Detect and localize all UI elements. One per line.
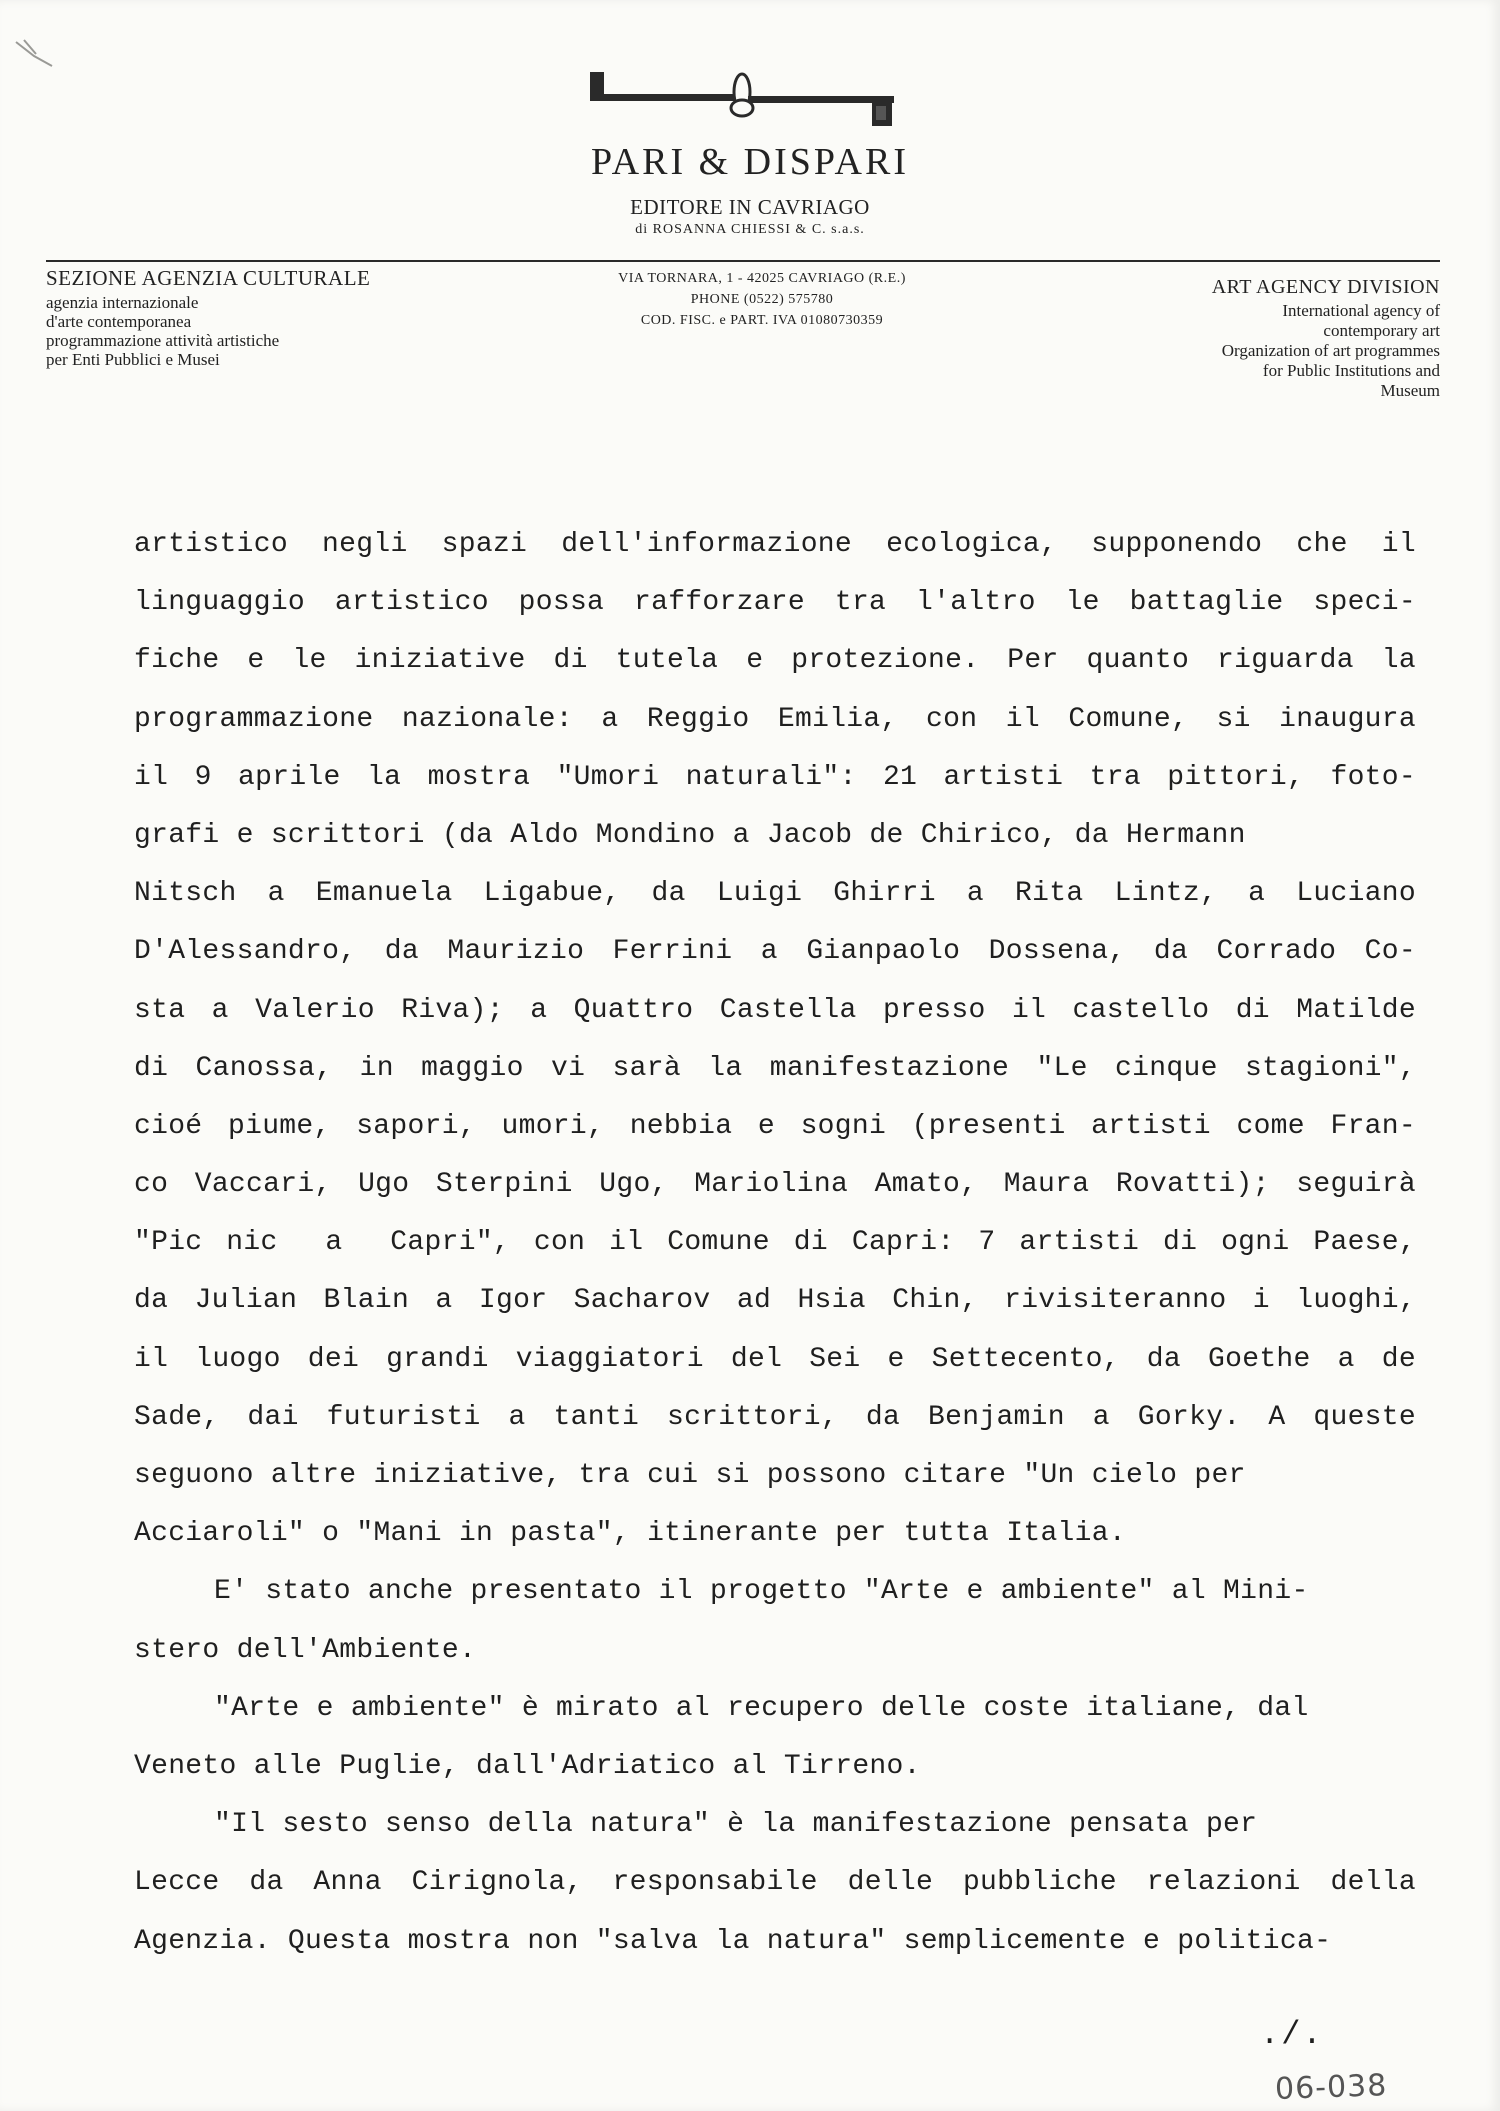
left-block-line: programmazione attività artistiche <box>46 331 280 350</box>
address-line: VIA TORNARA, 1 - 42025 CAVRIAGO (R.E.) <box>618 271 906 286</box>
body-line: da Julian Blain a Igor Sacharov ad Hsia Chin, rivisiteranno i luoghi, <box>134 1285 1416 1317</box>
body-line: Acciaroli" o "Mani in pasta", itinerante per tutta Italia. <box>134 1518 1126 1550</box>
continuation-mark: ./. <box>1260 2016 1324 2053</box>
key-logo-icon <box>588 66 900 132</box>
editor-line: EDITORE IN CAVRIAGO <box>630 195 870 219</box>
phone-line: PHONE (0522) 575780 <box>690 292 834 307</box>
tax-code-line: COD. FISC. e PART. IVA 01080730359 <box>640 313 884 328</box>
right-block-line: for Public Institutions and <box>1262 361 1440 380</box>
body-line: D'Alessandro, da Maurizio Ferrini a Gianpaolo Dossena, da Corrado Co- <box>134 936 1416 968</box>
body-line: Agenzia. Questa mostra non "salva la natura" semplicemente e politica- <box>134 1925 1332 1957</box>
body-line: Lecce da Anna Cirignola, responsabile delle pubbliche relazioni della <box>134 1867 1416 1899</box>
page-corner-mark <box>12 36 62 76</box>
right-block-line: International agency of <box>1282 301 1440 320</box>
body-line: stero dell'Ambiente. <box>134 1634 477 1666</box>
left-block-title: SEZIONE AGENZIA CULTURALE <box>46 266 371 290</box>
body-line: co Vaccari, Ugo Sterpini Ugo, Mariolina Amato, Maura Rovatti); seguirà <box>134 1169 1416 1201</box>
left-address-block <box>46 266 370 369</box>
right-block-line: Organization of art programmes <box>1221 341 1440 360</box>
body-line: di Canossa, in maggio vi sarà la manifestazione "Le cinque stagioni", <box>134 1052 1416 1084</box>
body-line: "Il sesto senso della natura" è la manifestazione pensata per <box>214 1809 1258 1841</box>
body-line: "Arte e ambiente" è mirato al recupero delle coste italiane, dal <box>214 1692 1309 1724</box>
right-block-line: Museum <box>1380 381 1440 400</box>
body-line: grafi e scrittori (da Aldo Mondino a Jacob de Chirico, da Hermann <box>134 819 1246 851</box>
body-line: seguono altre iniziative, tra cui si possono citare "Un cielo per <box>134 1460 1246 1491</box>
right-block-line: contemporary art <box>1323 321 1440 340</box>
header-divider <box>46 260 1440 262</box>
body-line: cioé piume, sapori, umori, nebbia e sogni (presenti artisti come Fran- <box>134 1110 1416 1142</box>
body-line: fiche e le iniziative di tutela e protezione. Per quanto riguarda la <box>134 645 1416 677</box>
left-block-line: agenzia internazionale <box>46 293 199 312</box>
body-line: Sade, dai futuristi a tanti scrittori, da Benjamin a Gorky. A queste <box>134 1401 1416 1433</box>
body-line: programmazione nazionale: a Reggio Emilia, con il Comune, si inaugura <box>134 703 1416 735</box>
left-block-line: d'arte contemporanea <box>46 312 192 331</box>
body-line: Veneto alle Puglie, dall'Adriatico al Tirreno. <box>134 1750 921 1782</box>
body-line: E' stato anche presentato il progetto "Arte e ambiente" al Mini- <box>214 1576 1309 1608</box>
right-address-block <box>1212 276 1440 401</box>
center-contact-block <box>552 268 972 331</box>
body-line: linguaggio artistico possa rafforzare tra l'altro le battaglie speci- <box>134 587 1416 619</box>
body-line: il luogo dei grandi viaggiatori del Sei e Settecento, da Goethe a de <box>134 1343 1416 1375</box>
archive-number: 06-038 <box>1274 2068 1388 2107</box>
body-line: artistico negli spazi dell'informazione ecologica, supponendo che il <box>134 529 1416 560</box>
body-line: il 9 aprile la mostra "Umori naturali": 21 artisti tra pittori, foto- <box>134 761 1416 793</box>
body-line: "Pic nic a Capri", con il Comune di Capri: 7 artisti di ogni Paese, <box>134 1227 1416 1259</box>
typewritten-body <box>134 516 1434 1971</box>
body-line: sta a Valerio Riva); a Quattro Castella presso il castello di Matilde <box>134 994 1416 1026</box>
editor-subline: di ROSANNA CHIESSI & C. s.a.s. <box>635 222 865 237</box>
right-block-title: ART AGENCY DIVISION <box>1211 276 1440 298</box>
body-line: Nitsch a Emanuela Ligabue, da Luigi Ghirri a Rita Lintz, a Luciano <box>134 878 1416 910</box>
brand-name: PARI & DISPARI <box>591 141 909 183</box>
left-block-line: per Enti Pubblici e Musei <box>46 350 220 369</box>
